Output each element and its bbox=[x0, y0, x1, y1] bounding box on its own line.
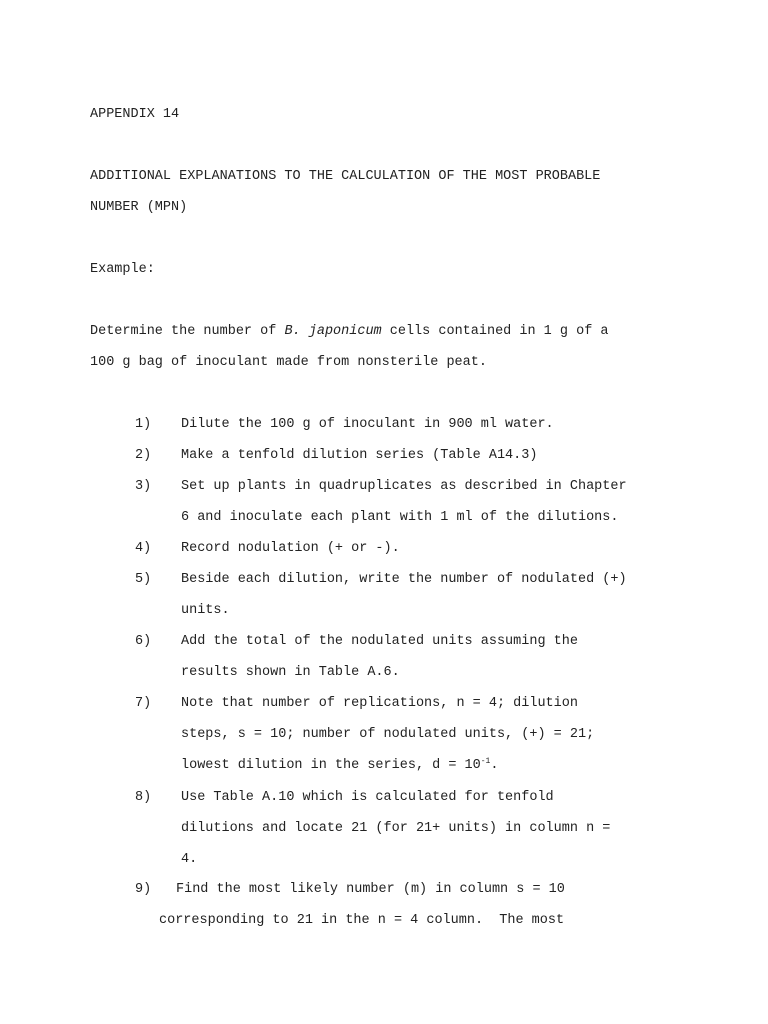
step-number: 5) bbox=[135, 572, 152, 587]
step-text: Use Table A.10 which is calculated for tenfold bbox=[181, 790, 554, 805]
step-number: 3) bbox=[135, 479, 152, 494]
step-text: 4. bbox=[181, 852, 198, 867]
step-text: 6 and inoculate each plant with 1 ml of the dilutions. bbox=[181, 510, 619, 525]
species-name: B. japonicum bbox=[284, 324, 382, 339]
step-text bbox=[181, 758, 498, 774]
step-text-part: . bbox=[490, 758, 499, 773]
step-text: Add the total of the nodulated units assuming the bbox=[181, 634, 578, 649]
step-number: 8) bbox=[135, 790, 152, 805]
step-number: 7) bbox=[135, 696, 152, 711]
step-number: 4) bbox=[135, 541, 152, 556]
intro-line-1 bbox=[90, 324, 609, 340]
exponent: -1 bbox=[480, 757, 491, 766]
title-line-1: ADDITIONAL EXPLANATIONS TO THE CALCULATION OF THE MOST PROBABLE bbox=[90, 169, 601, 184]
step-text: Dilute the 100 g of inoculant in 900 ml water. bbox=[181, 417, 554, 432]
intro-text-b: cells contained in 1 g of a bbox=[381, 324, 609, 339]
appendix-heading: APPENDIX 14 bbox=[90, 107, 180, 122]
step-number: 6) bbox=[135, 634, 152, 649]
step-text: corresponding to 21 in the n = 4 column. The most bbox=[159, 913, 565, 928]
step-text: steps, s = 10; number of nodulated units, (+) = 21; bbox=[181, 727, 595, 742]
step-text: Note that number of replications, n = 4; dilution bbox=[181, 696, 578, 711]
step-text: Make a tenfold dilution series (Table A14.3) bbox=[181, 448, 538, 463]
intro-line-2: 100 g bag of inoculant made from nonsterile peat. bbox=[90, 355, 487, 370]
step-number: 2) bbox=[135, 448, 152, 463]
step-text-part: lowest dilution in the series, d = 10 bbox=[181, 758, 481, 773]
step-text: Set up plants in quadruplicates as described in Chapter bbox=[181, 479, 627, 494]
step-text: Record nodulation (+ or -). bbox=[181, 541, 400, 556]
intro-text-a: Determine the number of bbox=[90, 324, 285, 339]
step-text: Beside each dilution, write the number of nodulated (+) bbox=[181, 572, 627, 587]
step-text: Find the most likely number (m) in column s = 10 bbox=[176, 882, 565, 897]
step-number: 1) bbox=[135, 417, 152, 432]
step-text: results shown in Table A.6. bbox=[181, 665, 400, 680]
title-line-2: NUMBER (MPN) bbox=[90, 200, 188, 215]
example-label: Example: bbox=[90, 262, 155, 277]
step-text: units. bbox=[181, 603, 230, 618]
step-number: 9) bbox=[135, 882, 152, 897]
step-text: dilutions and locate 21 (for 21+ units) in column n = bbox=[181, 821, 611, 836]
